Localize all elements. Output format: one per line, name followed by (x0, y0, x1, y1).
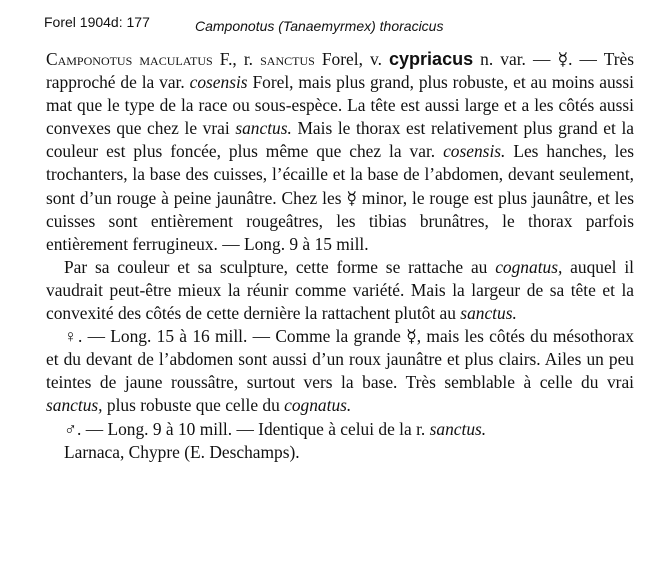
text-run: plus robuste que celle du (102, 395, 285, 416)
paragraph-male-description (46, 418, 634, 441)
text-run: F., r. (212, 49, 261, 69)
italic-term: cognatus, (495, 256, 563, 277)
italic-term: sanctus. (460, 303, 517, 324)
text-run: ♀. — Long. 15 à 16 mill. — Comme la grande ☿, mais les côtés du mésothorax et du devant de l’abdomen sont aussi d’un roux jaunâtre et plus clairs. Ailes un peu teintes de jaune roussâtre, surtout vers la base. Très semblable à celle du vrai (46, 326, 634, 393)
text-run: Par sa couleur et sa sculpture, cette forme se rattache au (64, 256, 496, 277)
variety-name: cypriacus (389, 49, 474, 69)
italic-term: sanctus, (46, 395, 103, 416)
paragraph-queen-description (46, 325, 634, 417)
text-run: Larnaca, Chypre (E. Deschamps). (64, 441, 300, 462)
citation-reference: Forel 1904d: 177 (44, 14, 150, 30)
taxon-name: Camponotus (Tanaemyrmex) thoracicus (195, 18, 444, 34)
italic-term: sanctus. (235, 118, 292, 139)
text-run: auquel il vaudrait peut-être mieux la réunir comme variété. Mais la largeur de sa tête et la convexité des côtés de cette dernière la rattachent plutôt au (46, 256, 634, 324)
genus-species: Camponotus maculatus (46, 49, 213, 69)
italic-term: cosensis. (443, 141, 506, 162)
text-run: Mais le thorax est relativement plus grand et la couleur est plus foncée, plus même que chez la var. (46, 118, 634, 162)
text-run: Les hanches, les trochanters, la base des cuisses, l’écaille et la base de l’abdomen, devant seulement, sont d’un rouge à peine jaunâtre. Chez les ☿ minor, le rouge est plus jaunâtre, et les cuisses sont entièrement rougeâtres, les tibias brunâtres, le thorax parfois entièrement ferrugineux. — Long. 9 à 15 mill. (46, 141, 634, 254)
paragraph-worker-description (46, 48, 634, 256)
paragraph-locality (46, 441, 634, 464)
text-run: Forel, v. (314, 49, 390, 69)
page-header (44, 14, 644, 36)
italic-term: cognatus. (284, 395, 352, 416)
race-name: sanctus (260, 49, 315, 69)
italic-term: cosensis (189, 72, 248, 93)
text-run: n. var. — ☿. — Très rapproché de la var. (46, 49, 635, 93)
text-run: Forel, mais plus grand, plus robuste, et au moins aussi mat que le type de la race ou sous-espèce. La tête est aussi large et a les côtés aussi convexes que chez le vrai (46, 72, 635, 139)
paragraph-affinity (46, 256, 634, 325)
document-body (46, 48, 634, 464)
text-run: ♂. — Long. 9 à 10 mill. — Identique à celui de la r. (64, 418, 430, 439)
italic-term: sanctus. (429, 418, 487, 439)
